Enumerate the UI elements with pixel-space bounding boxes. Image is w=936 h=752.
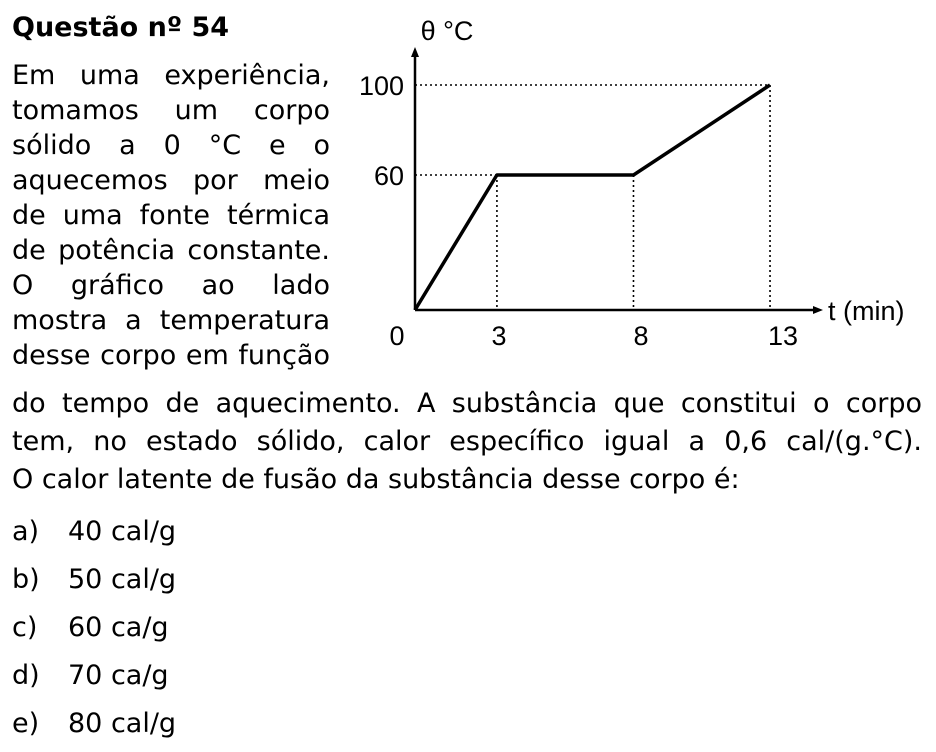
- option-b[interactable]: [12, 560, 176, 608]
- y-axis-label: θ °C: [420, 16, 474, 46]
- intro-line: desse corpo em função: [12, 340, 330, 371]
- body-line: tem, no estado sólido, calor específico igual a 0,6 cal/(g.°C).: [12, 426, 922, 457]
- temperature-curve: [415, 85, 770, 310]
- answer-options: [12, 512, 176, 752]
- option-text: 70 ca/g: [68, 660, 169, 691]
- x-tick-label: 3: [491, 321, 507, 351]
- option-text: 50 cal/g: [68, 564, 177, 595]
- question-title: Questão nº 54: [12, 12, 230, 43]
- body-line: do tempo de aquecimento. A substância que constitui o corpo: [12, 388, 922, 419]
- option-letter: a): [12, 516, 40, 547]
- option-text: 60 ca/g: [68, 612, 169, 643]
- intro-line: tomamos um corpo: [12, 95, 330, 126]
- intro-line: aquecemos por meio: [12, 165, 330, 196]
- option-e[interactable]: [12, 704, 176, 752]
- option-d[interactable]: [12, 656, 176, 704]
- intro-line: O gráfico ao lado: [12, 270, 330, 301]
- x-tick-label: 0: [389, 321, 405, 351]
- option-letter: b): [12, 564, 40, 595]
- question-intro: [12, 58, 330, 373]
- x-tick-label: 13: [767, 321, 799, 351]
- intro-line: sólido a 0 °C e o: [12, 130, 330, 161]
- intro-line: mostra a temperatura: [12, 305, 330, 336]
- question-body: [12, 385, 922, 499]
- y-tick-label: 100: [358, 71, 404, 101]
- option-letter: e): [12, 708, 40, 739]
- temperature-time-graph: [340, 0, 930, 370]
- y-tick-label: 60: [373, 161, 404, 191]
- intro-line: de uma fonte térmica: [12, 200, 330, 231]
- x-tick-label: 8: [633, 321, 649, 351]
- option-a[interactable]: [12, 512, 176, 560]
- option-letter: c): [12, 612, 38, 643]
- intro-line: Em uma experiência,: [12, 60, 330, 91]
- option-letter: d): [12, 660, 40, 691]
- option-c[interactable]: [12, 608, 176, 656]
- x-axis-label: t (min): [828, 296, 905, 326]
- option-text: 40 cal/g: [68, 516, 177, 547]
- intro-line: de potência constante.: [12, 235, 330, 266]
- option-text: 80 cal/g: [68, 708, 177, 739]
- body-line: O calor latente de fusão da substância desse corpo é:: [12, 464, 740, 495]
